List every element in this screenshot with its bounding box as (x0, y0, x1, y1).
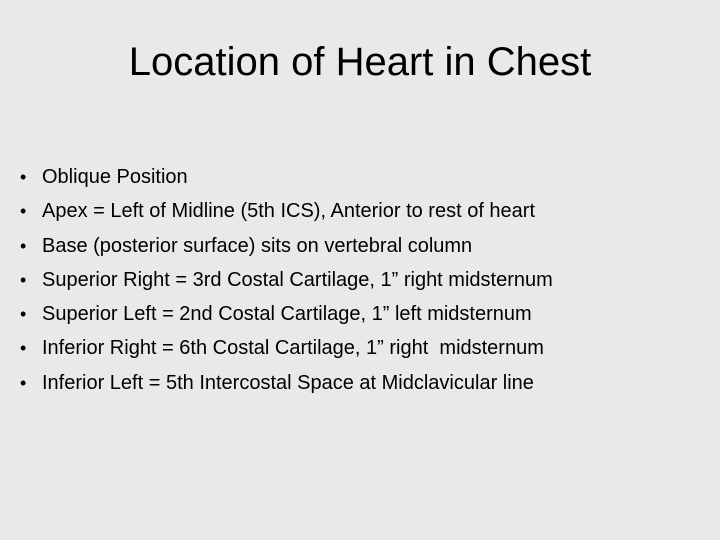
bullet-item (20, 331, 710, 365)
bullet-marker: • (20, 338, 27, 359)
bullet-marker: • (20, 201, 27, 222)
bullet-marker: • (20, 372, 27, 393)
bullet-marker: • (20, 235, 27, 256)
bullet-marker: • (20, 269, 27, 290)
bullet-item (20, 229, 710, 263)
bullet-item (20, 263, 710, 297)
bullet-text: Base (posterior surface) sits on vertebral column (42, 234, 473, 257)
bullet-item (20, 366, 710, 400)
bullet-item (20, 160, 710, 194)
bullet-text: Inferior Left = 5th Intercostal Space at Midclavicular line (42, 371, 534, 394)
bullet-text: Superior Right = 3rd Costal Cartilage, 1” right midsternum (42, 268, 553, 291)
bullet-text: Oblique Position (42, 166, 188, 188)
bullet-item (20, 297, 710, 331)
bullet-text: Apex = Left of Midline (5th ICS), Anterior to rest of heart (42, 200, 536, 223)
bullet-item (20, 194, 710, 228)
bullet-marker: • (20, 304, 27, 325)
bullet-list (20, 160, 710, 400)
slide-title: Location of Heart in Chest (128, 40, 592, 84)
bullet-text: Superior Left = 2nd Costal Cartilage, 1” left midsternum (42, 303, 532, 326)
bullet-marker: • (20, 167, 27, 187)
bullet-text: Inferior Right = 6th Costal Cartilage, 1” right midsternum (42, 337, 544, 360)
